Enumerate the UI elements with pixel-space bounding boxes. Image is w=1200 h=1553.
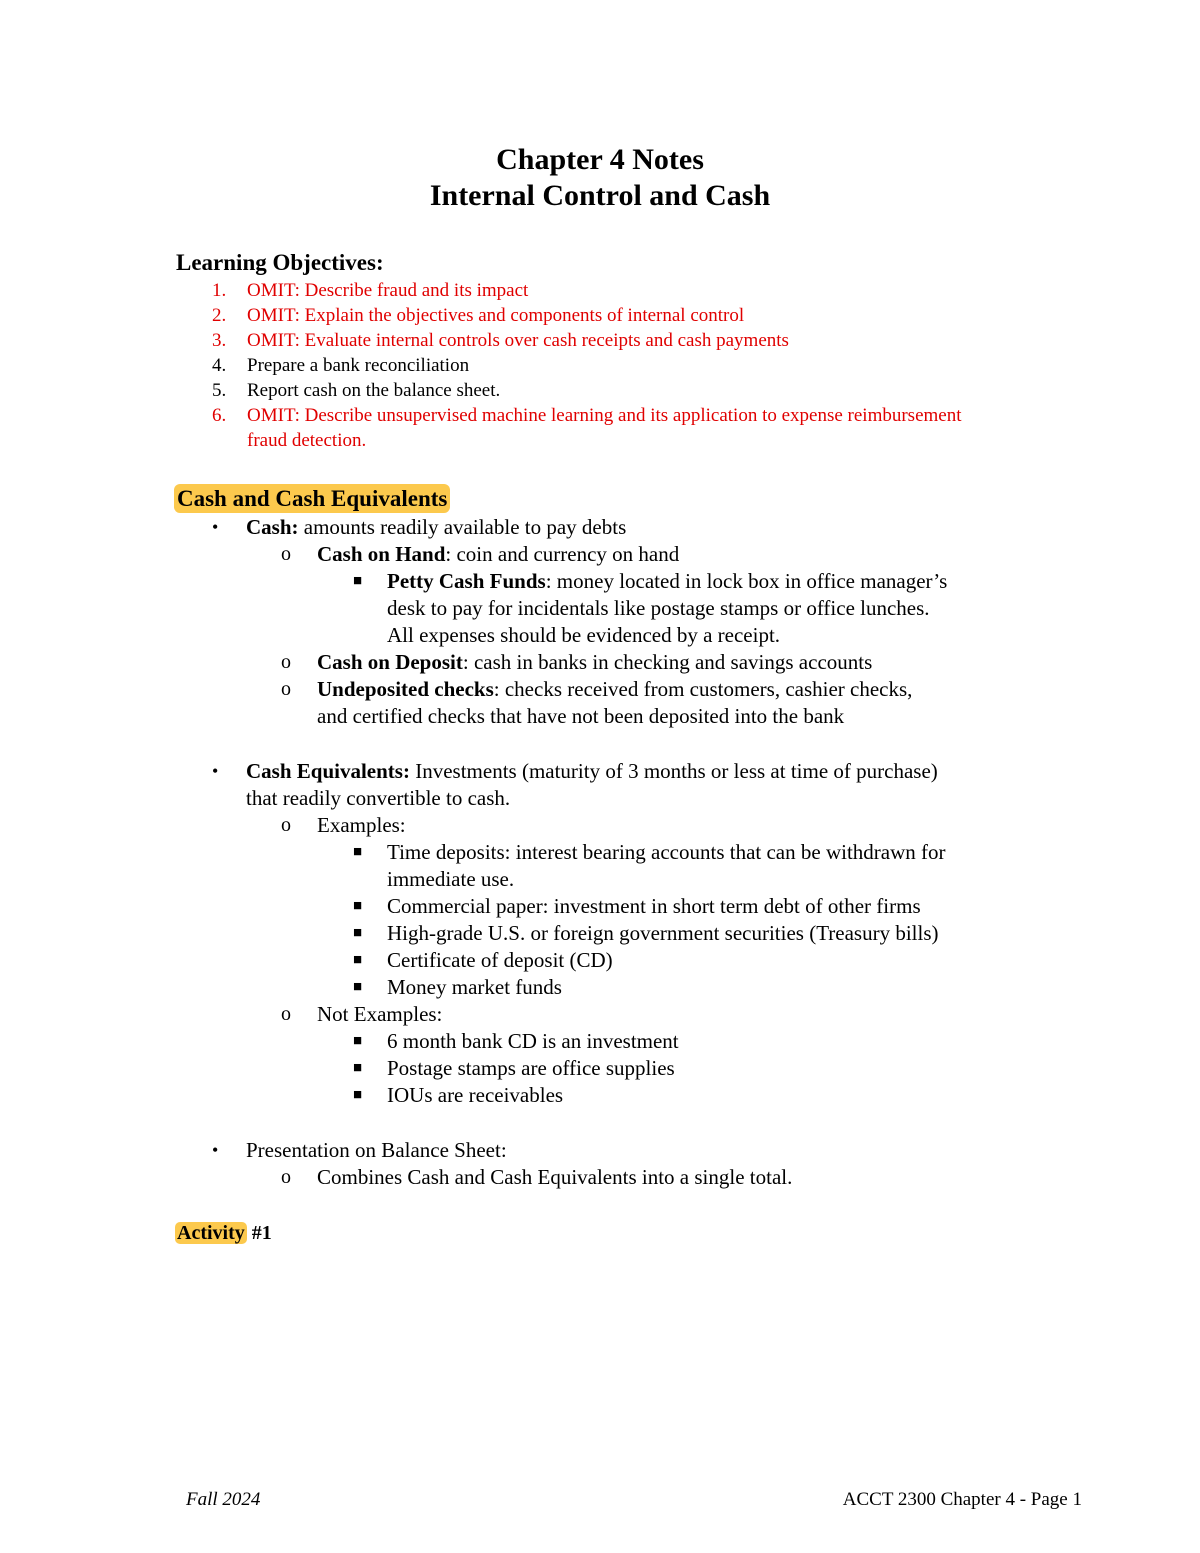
- bullet-petty-cash: [353, 568, 1027, 595]
- bullet-circle-icon: o: [281, 651, 291, 673]
- objective-item: [176, 378, 976, 403]
- objective-text: OMIT: Describe fraud and its impact: [247, 280, 529, 301]
- activity-label: [175, 1222, 272, 1245]
- example-text: Certificate of deposit (CD): [387, 948, 613, 972]
- objective-number: 1.: [212, 280, 227, 301]
- activity-number: #1: [246, 1222, 272, 1244]
- term-undeposited-checks: Undeposited checks: [317, 677, 494, 701]
- not-example-item: [353, 1082, 1027, 1109]
- bullet-square-icon: ■: [353, 844, 363, 860]
- desc-equivalents-2: that readily convertible to cash.: [246, 786, 511, 810]
- desc-equivalents-1: Investments (maturity of 3 months or less at time of purchase): [409, 759, 938, 783]
- desc-undeposited-1: : checks received from customers, cashier checks,: [493, 677, 913, 701]
- bullet-square-icon: ■: [353, 1033, 363, 1049]
- example-item: [353, 947, 1027, 974]
- desc-petty-cash-2: desk to pay for incidentals like postage stamps or office lunches.: [387, 596, 930, 620]
- bullet-square-icon: ■: [353, 952, 363, 968]
- example-text: Money market funds: [387, 975, 562, 999]
- example-text: High-grade U.S. or foreign government securities (Treasury bills): [387, 921, 939, 945]
- bullet-square-icon: ■: [353, 979, 363, 995]
- term-cash-equivalents: Cash Equivalents:: [246, 759, 410, 783]
- examples-label: Examples:: [317, 813, 406, 837]
- term-petty-cash: Petty Cash Funds: [387, 569, 546, 593]
- presentation-label: Presentation on Balance Sheet:: [246, 1138, 507, 1162]
- not-example-text: Postage stamps are office supplies: [387, 1056, 675, 1080]
- bullet-square-icon: ■: [353, 573, 363, 589]
- objective-number: 4.: [212, 355, 227, 376]
- desc-undeposited-2: and certified checks that have not been deposited into the bank: [317, 704, 845, 728]
- document-subtitle: Internal Control and Cash: [429, 179, 771, 212]
- objective-text: Prepare a bank reconciliation: [247, 355, 470, 376]
- bullet-cash-on-deposit: [281, 649, 1017, 676]
- objective-item: [176, 403, 976, 453]
- not-examples-label: Not Examples:: [317, 1002, 443, 1026]
- learning-objectives-heading: Learning Objectives:: [176, 250, 384, 275]
- bullet-dot-icon: •: [212, 1140, 219, 1160]
- bullet-cash-on-hand: [281, 541, 1017, 568]
- objective-text: OMIT: Describe unsupervised machine learning and its application to expense reimbursement fraud detection.: [247, 405, 962, 451]
- bullet-presentation: [212, 1137, 1036, 1164]
- example-text: Time deposits: interest bearing accounts that can be withdrawn for: [387, 840, 946, 864]
- footer-term: Fall 2024: [186, 1489, 261, 1510]
- bullet-circle-icon: o: [281, 1166, 291, 1188]
- bullet-presentation-item: [281, 1164, 1017, 1191]
- bullet-cash: [212, 514, 1036, 541]
- bullet-square-icon: ■: [353, 1087, 363, 1103]
- bullet-cash-equivalents: [212, 758, 1036, 785]
- learning-objectives-list: [176, 278, 976, 453]
- desc-cash-on-hand: : coin and currency on hand: [445, 542, 680, 566]
- desc-cash: amounts readily available to pay debts: [298, 515, 627, 539]
- activity-highlight: Activity: [177, 1222, 245, 1244]
- objective-item: [176, 328, 976, 353]
- term-cash-on-deposit: Cash on Deposit: [317, 650, 463, 674]
- bullet-examples: [281, 812, 1017, 839]
- objective-text: OMIT: Explain the objectives and components of internal control: [247, 305, 745, 326]
- bullet-not-examples: [281, 1001, 1017, 1028]
- presentation-text: Combines Cash and Cash Equivalents into a single total.: [317, 1165, 793, 1189]
- objective-number: 3.: [212, 330, 227, 351]
- example-text-continued: immediate use.: [387, 867, 515, 891]
- desc-petty-cash-3: All expenses should be evidenced by a receipt.: [387, 623, 781, 647]
- term-cash: Cash:: [246, 515, 299, 539]
- objective-number: 2.: [212, 305, 227, 326]
- not-example-item: [353, 1028, 1027, 1055]
- bullet-undeposited-checks: [281, 676, 1017, 703]
- bullet-circle-icon: o: [281, 543, 291, 565]
- example-item: [353, 974, 1027, 1001]
- example-item: [353, 893, 1027, 920]
- bullet-square-icon: ■: [353, 898, 363, 914]
- not-example-text: 6 month bank CD is an investment: [387, 1029, 679, 1053]
- bullet-square-icon: ■: [353, 925, 363, 941]
- objective-text: Report cash on the balance sheet.: [247, 380, 501, 401]
- bullet-circle-icon: o: [281, 814, 291, 836]
- document-title: Chapter 4 Notes: [496, 143, 704, 176]
- example-item: [353, 920, 1027, 947]
- objective-item: [176, 353, 976, 378]
- not-example-text: IOUs are receivables: [387, 1083, 564, 1107]
- bullet-dot-icon: •: [212, 761, 219, 781]
- term-cash-on-hand: Cash on Hand: [317, 542, 446, 566]
- objective-item: [176, 278, 976, 303]
- footer-page-info: ACCT 2300 Chapter 4 - Page 1: [842, 1489, 1082, 1510]
- bullet-dot-icon: •: [212, 517, 219, 537]
- bullet-circle-icon: o: [281, 678, 291, 700]
- example-text: Commercial paper: investment in short term debt of other firms: [387, 894, 921, 918]
- section-heading-cash: Cash and Cash Equivalents: [174, 484, 450, 513]
- bullet-circle-icon: o: [281, 1003, 291, 1025]
- example-item: [353, 839, 1027, 866]
- desc-petty-cash-1: : money located in lock box in office manager’s: [545, 569, 948, 593]
- objective-number: 6.: [212, 405, 227, 426]
- objective-text: OMIT: Evaluate internal controls over cash receipts and cash payments: [247, 330, 789, 351]
- bullet-square-icon: ■: [353, 1060, 363, 1076]
- not-example-item: [353, 1055, 1027, 1082]
- objective-number: 5.: [212, 380, 227, 401]
- desc-cash-on-deposit: : cash in banks in checking and savings accounts: [462, 650, 873, 674]
- objective-item: [176, 303, 976, 328]
